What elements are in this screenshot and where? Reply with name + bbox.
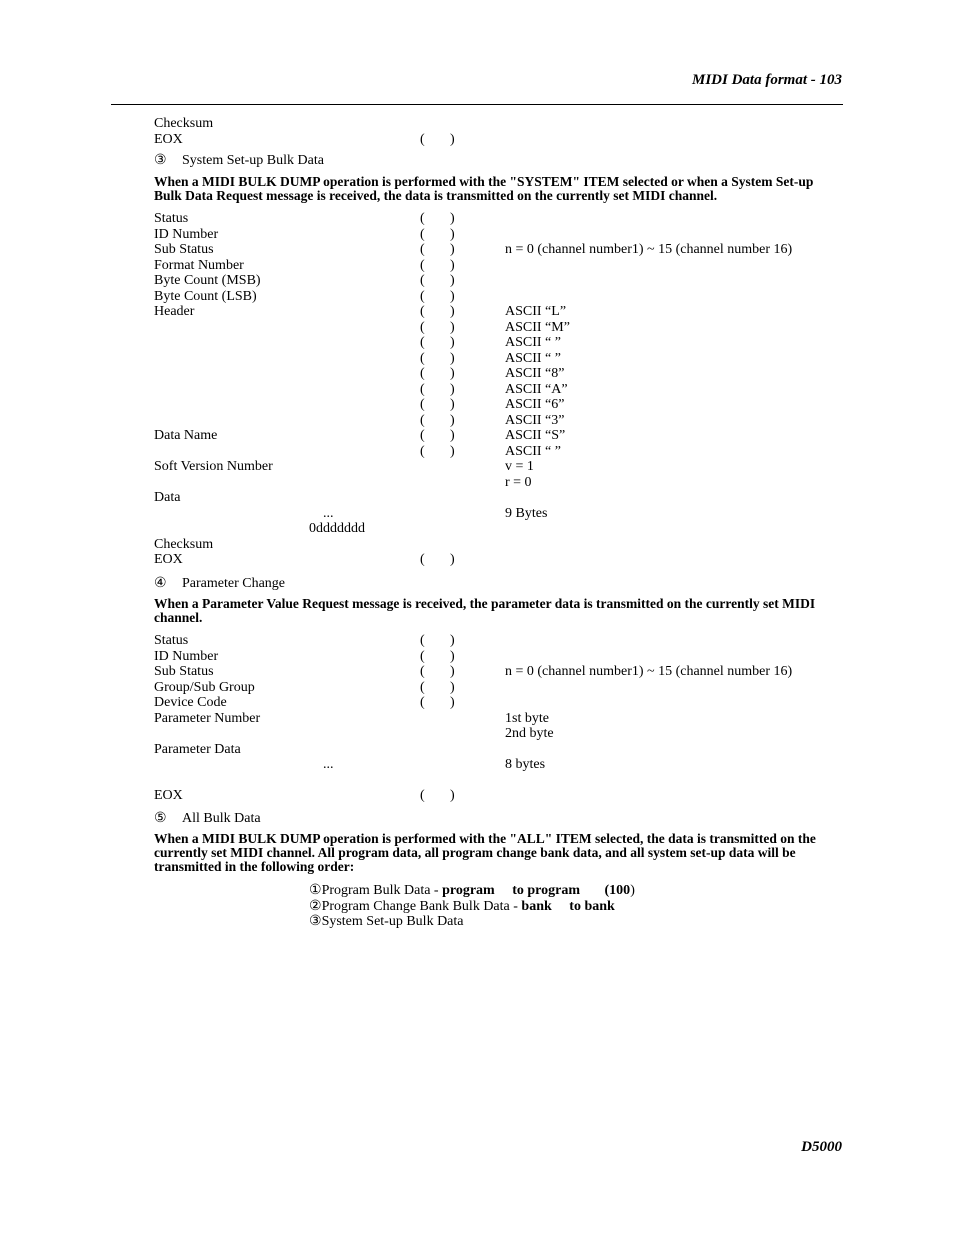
table-row — [154, 382, 844, 398]
section-3-title — [154, 153, 324, 169]
section-5-description: When a MIDI BULK DUMP operation is performed with the "ALL" ITEM selected, the data is transmitted on the currently set MIDI channel. All program data, all program change bank data, and all system set-up data will be transmitted in the following order: — [154, 831, 816, 874]
field-label: EOX — [154, 552, 183, 567]
field-note: ASCII “S” — [505, 428, 566, 443]
footer-model-name: D5000 — [801, 1139, 842, 1155]
hex-value-parens: ( ) — [420, 335, 455, 350]
section-3-title-text: System Set-up Bulk Data — [182, 153, 324, 168]
field-label: Byte Count (LSB) — [154, 288, 257, 304]
field-label: Sub Status — [154, 664, 214, 679]
top-rows — [154, 116, 844, 147]
field-note: n = 0 (channel number1) ~ 15 (channel number 16) — [505, 664, 793, 679]
continuation-dots: ... — [323, 757, 334, 772]
order-number: ③ — [309, 914, 322, 929]
table-row — [154, 304, 844, 320]
hex-value-parens: ( ) — [420, 381, 455, 397]
field-label: Checksum — [154, 116, 214, 131]
table-row — [154, 664, 844, 680]
hex-value-parens: ( ) — [420, 304, 455, 319]
table-row — [154, 227, 844, 243]
field-note: 8 bytes — [505, 757, 546, 772]
field-note: ASCII “3” — [505, 412, 565, 428]
table-row — [154, 633, 844, 649]
order-text: System Set-up Bulk Data — [321, 914, 464, 929]
hex-value-parens: ( ) — [420, 257, 455, 273]
order-tail: ) — [630, 883, 635, 898]
table-row — [154, 335, 844, 351]
table-row — [154, 521, 844, 537]
field-note: 9 Bytes — [505, 505, 548, 521]
table-row — [154, 351, 844, 367]
table-row — [154, 273, 844, 289]
order-bold-count: (100 — [604, 883, 631, 898]
order-bold-range-end: to program — [512, 883, 581, 898]
table-row — [154, 475, 844, 491]
hex-value-parens: ( ) — [420, 648, 455, 664]
section-4-title — [154, 576, 285, 592]
order-text: Program Bulk Data - — [321, 883, 443, 898]
table-row — [154, 242, 844, 258]
transmission-order-list — [309, 883, 635, 930]
hex-value-parens: ( ) — [420, 695, 455, 710]
order-number: ② — [309, 898, 322, 914]
field-note: n = 0 (channel number1) ~ 15 (channel number 16) — [505, 242, 793, 257]
hex-value-parens: ( ) — [420, 273, 455, 288]
table-row — [154, 649, 844, 665]
field-label: EOX — [154, 788, 183, 803]
order-bold-range-start: program — [442, 883, 495, 898]
hex-value-parens: ( ) — [420, 350, 455, 366]
field-note: ASCII “ ” — [505, 443, 561, 459]
table-row — [154, 428, 844, 444]
table-row — [154, 211, 844, 227]
table-row — [154, 695, 844, 711]
table-row — [154, 444, 844, 460]
hex-value-parens: ( ) — [420, 412, 455, 428]
section-4-table — [154, 633, 844, 804]
field-label: ID Number — [154, 226, 219, 242]
table-row — [154, 320, 844, 336]
table-row — [154, 742, 844, 758]
field-label: Format Number — [154, 257, 244, 273]
field-label: EOX — [154, 131, 183, 147]
field-note: 2nd byte — [505, 726, 554, 741]
section-5-title — [154, 811, 261, 827]
page-header-title: MIDI Data format - 103 — [691, 72, 842, 88]
hex-value-parens: ( ) — [420, 211, 455, 226]
table-row — [154, 552, 844, 568]
table-row — [154, 258, 844, 274]
section-4-description: When a Parameter Value Request message is received, the parameter data is transmitted on the currently set MIDI channel. — [154, 596, 816, 625]
table-row — [154, 116, 844, 132]
field-label: Group/Sub Group — [154, 679, 255, 695]
section-4-title-text: Parameter Change — [182, 576, 286, 591]
table-row — [154, 413, 844, 429]
header-rule — [111, 104, 843, 105]
table-row — [154, 680, 844, 696]
table-row — [154, 289, 844, 305]
section-3-table — [154, 211, 844, 568]
field-note: ASCII “L” — [505, 304, 567, 319]
field-note: v = 1 — [505, 459, 534, 474]
field-note: ASCII “A” — [505, 381, 568, 397]
hex-value-parens: ( ) — [420, 288, 455, 304]
table-row — [154, 132, 844, 148]
field-note: r = 0 — [505, 474, 532, 490]
section-3-number: ③ — [154, 153, 167, 168]
table-row — [154, 366, 844, 382]
table-row — [154, 773, 844, 789]
field-label: Parameter Data — [154, 741, 241, 757]
data-byte-format: 0ddddddd — [309, 521, 365, 536]
hex-value-parens: ( ) — [420, 552, 455, 567]
field-label: Status — [154, 633, 189, 648]
hex-value-parens: ( ) — [420, 428, 455, 443]
hex-value-parens: ( ) — [420, 633, 455, 648]
order-item — [309, 914, 635, 930]
hex-value-parens: ( ) — [420, 226, 455, 242]
hex-value-parens: ( ) — [420, 131, 455, 147]
continuation-dots: ... — [323, 505, 334, 521]
table-row — [154, 459, 844, 475]
order-text: Program Change Bank Bulk Data - — [321, 898, 522, 914]
order-item — [309, 883, 635, 899]
section-4-number: ④ — [154, 576, 167, 591]
order-bold-range-start: bank — [521, 898, 552, 914]
hex-value-parens: ( ) — [420, 397, 455, 412]
field-note: ASCII “ ” — [505, 335, 561, 350]
section-3-description: When a MIDI BULK DUMP operation is performed with the "SYSTEM" ITEM selected or when a System Set-up Bulk Data Request message is received, the data is transmitted on the currently set MIDI channel. — [154, 174, 814, 203]
table-row — [154, 490, 844, 506]
table-row — [154, 537, 844, 553]
hex-value-parens: ( ) — [420, 366, 455, 381]
field-note: ASCII “ ” — [505, 350, 561, 366]
field-label: ID Number — [154, 648, 219, 664]
table-row — [154, 788, 844, 804]
table-row — [154, 397, 844, 413]
field-note: ASCII “M” — [505, 319, 570, 335]
order-bold-range-end: to bank — [569, 898, 615, 914]
table-row — [154, 506, 844, 522]
field-label: Byte Count (MSB) — [154, 273, 261, 288]
table-row — [154, 711, 844, 727]
hex-value-parens: ( ) — [420, 319, 455, 335]
hex-value-parens: ( ) — [420, 788, 455, 803]
field-note: 1st byte — [505, 710, 549, 726]
field-note: ASCII “6” — [505, 397, 565, 412]
field-label: Soft Version Number — [154, 459, 273, 474]
field-label: Device Code — [154, 695, 227, 710]
table-row — [154, 726, 844, 742]
field-label: Parameter Number — [154, 710, 261, 726]
hex-value-parens: ( ) — [420, 664, 455, 679]
field-label: Header — [154, 304, 195, 319]
hex-value-parens: ( ) — [420, 242, 455, 257]
table-row — [154, 757, 844, 773]
hex-value-parens: ( ) — [420, 443, 455, 459]
order-item — [309, 899, 635, 915]
section-5-title-text: All Bulk Data — [182, 811, 261, 826]
field-label: Checksum — [154, 536, 214, 552]
field-label: Data — [154, 490, 181, 505]
field-label: Data Name — [154, 428, 218, 443]
hex-value-parens: ( ) — [420, 679, 455, 695]
field-label: Sub Status — [154, 242, 214, 257]
order-number: ① — [309, 883, 322, 898]
field-note: ASCII “8” — [505, 366, 565, 381]
section-5-number: ⑤ — [154, 811, 167, 826]
field-label: Status — [154, 211, 189, 226]
